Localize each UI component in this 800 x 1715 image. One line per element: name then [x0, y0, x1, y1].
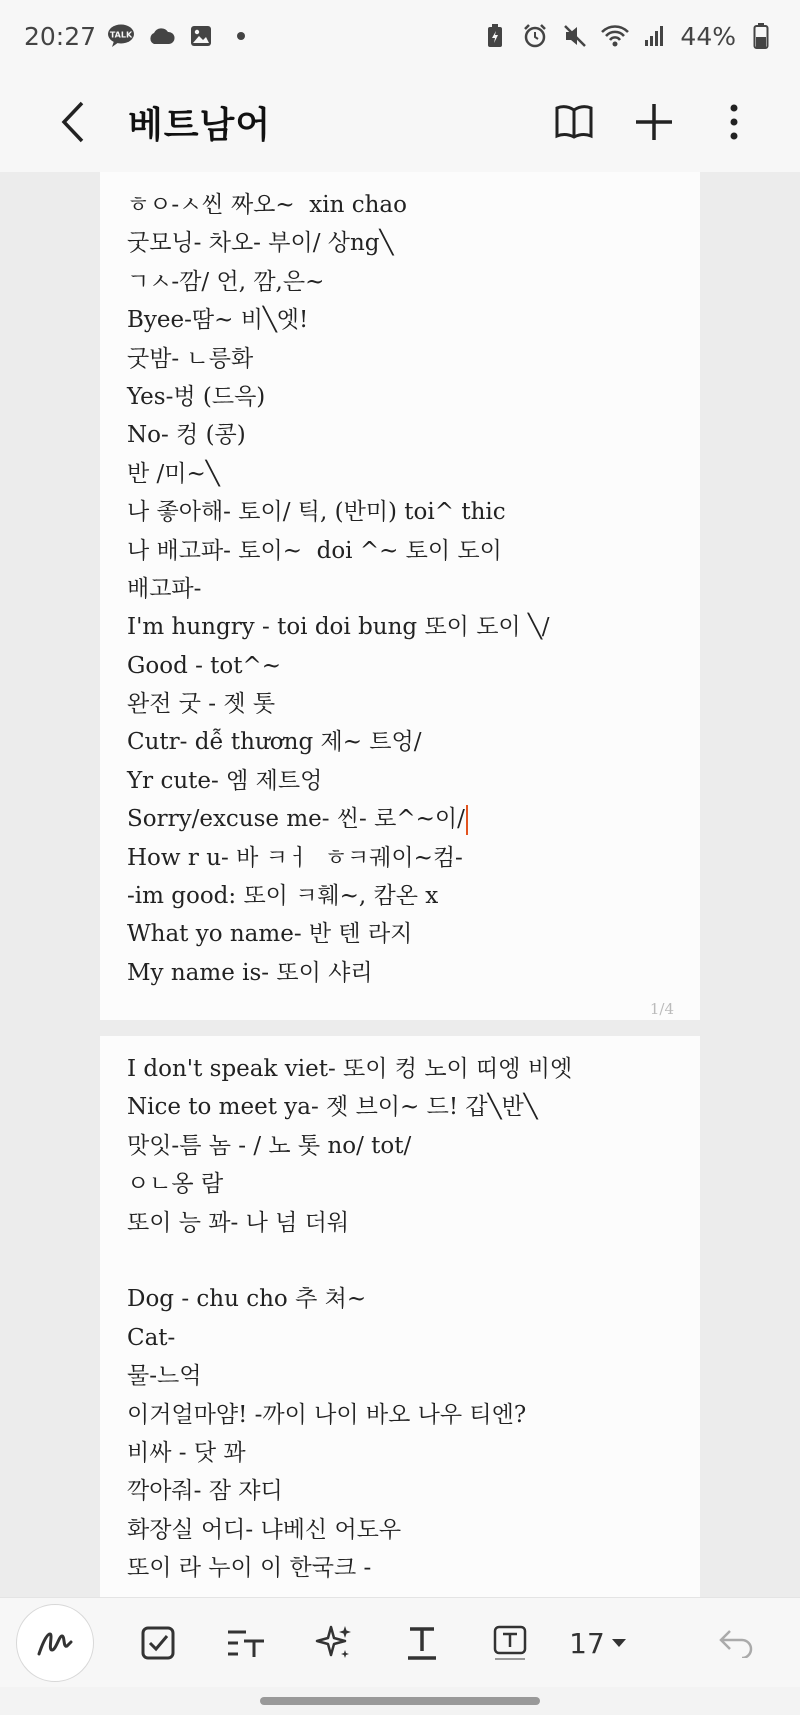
- note-line: No- 컹 (콩): [127, 422, 246, 449]
- note-page-1[interactable]: [100, 172, 700, 1020]
- back-arrow-icon: [58, 100, 88, 144]
- note-line: ㅎㅇ-ㅅ씬 짜오~ xin chao: [127, 192, 407, 218]
- underline-text-button[interactable]: [378, 1599, 466, 1687]
- talk-icon: [106, 21, 136, 51]
- header-actions: [534, 82, 774, 162]
- note-line: Byee-땀~ 비╲엣!: [127, 307, 309, 334]
- checkbox-button[interactable]: [114, 1599, 202, 1687]
- handwriting-pen-icon: [35, 1628, 75, 1658]
- note-line: 화장실 어디- 냐베신 어도우: [127, 1516, 402, 1543]
- book-icon: [554, 104, 594, 140]
- text-cursor: [466, 805, 468, 835]
- sparkle-icon: [314, 1623, 354, 1663]
- svg-text:TALK: TALK: [109, 30, 133, 40]
- dot-icon: [226, 21, 256, 51]
- note-page-2[interactable]: [100, 1036, 700, 1597]
- note-line-text: Sorry/excuse me- 씬- 로^~이/: [127, 806, 465, 833]
- dropdown-arrow-icon: [611, 1638, 627, 1648]
- note-line: I'm hungry - toi doi bung 또이 도이 ╲/: [127, 614, 550, 641]
- alarm-icon: [520, 21, 550, 51]
- more-vertical-icon: [729, 104, 739, 140]
- note-line: 깍아줘- 잠 쟈디: [127, 1478, 283, 1505]
- status-right: [480, 21, 776, 51]
- note-line: 완전 굿 - 젯 톳: [127, 691, 276, 718]
- status-bar: [0, 0, 800, 72]
- note-line: Good - tot^~: [127, 652, 282, 679]
- note-line: [127, 1242, 700, 1280]
- note-line: 또이 능 꽈- 나 넘 더워: [127, 1209, 350, 1236]
- note-line: 또이 라 누이 이 한국크 -: [127, 1555, 372, 1582]
- signal-icon: [640, 21, 670, 51]
- wifi-icon: [600, 21, 630, 51]
- text-format-button[interactable]: [202, 1599, 290, 1687]
- note-line: 맛잇-틈 놈 - / 노 톳 no/ tot/: [127, 1132, 412, 1159]
- note-line: ㄱㅅ-깜/ 언, 깜,은~: [127, 268, 325, 295]
- note-line-active[interactable]: [127, 800, 700, 838]
- note-line: 반 /미~╲: [127, 460, 220, 487]
- battery-icon: [746, 21, 776, 51]
- checkbox-icon: [140, 1625, 176, 1661]
- note-line: 비싸 - 닷 꽈: [127, 1439, 246, 1466]
- back-button[interactable]: [38, 87, 108, 157]
- note-line: 굿밤- ㄴ릉화: [127, 345, 254, 372]
- note-line: Nice to meet ya- 젯 브이~ 드! 갑╲반╲: [127, 1094, 538, 1121]
- text-box-button[interactable]: [466, 1599, 554, 1687]
- note-line: 나 좋아해- 토이/ 틱, (반미) toi^ thic: [127, 499, 506, 526]
- home-indicator[interactable]: [260, 1697, 540, 1705]
- ai-assist-button[interactable]: [290, 1599, 378, 1687]
- font-size-value: 17: [569, 1626, 605, 1660]
- text-format-icon: [226, 1627, 266, 1659]
- note-line: 굿모닝- 차오- 부이/ 상ng╲: [127, 230, 394, 257]
- plus-icon: [634, 102, 674, 142]
- note-title: 베트남어: [128, 104, 272, 146]
- pen-button[interactable]: [16, 1604, 94, 1682]
- cloud-icon: [146, 21, 176, 51]
- note-line: Cat-: [127, 1324, 176, 1351]
- note-line: 배고파-: [127, 575, 202, 602]
- font-size-button[interactable]: [554, 1599, 642, 1687]
- note-line: Cutr- dễ thương 제~ 트엉/: [127, 729, 422, 756]
- battery-saver-icon: [480, 21, 510, 51]
- undo-icon: [718, 1628, 754, 1658]
- text-underline-icon: [404, 1625, 440, 1661]
- mute-icon: [560, 21, 590, 51]
- status-left: [24, 21, 256, 51]
- add-button[interactable]: [614, 82, 694, 162]
- note-line: I don't speak viet- 또이 컹 노이 띠엥 비엣: [127, 1056, 573, 1082]
- undo-button[interactable]: [692, 1599, 780, 1687]
- note-line: Yr cute- 엠 제트엉: [127, 767, 323, 794]
- note-line: 나 배고파- 토이~ doi ^~ 토이 도이: [127, 537, 502, 564]
- gallery-icon: [186, 21, 216, 51]
- note-line: 이거얼마얌! -까이 나이 바오 나우 티엔?: [127, 1401, 527, 1428]
- page-number: 1/4: [649, 1000, 674, 1018]
- note-line: What yo name- 반 텐 라지: [127, 921, 413, 948]
- note-content[interactable]: [0, 172, 800, 1597]
- note-line: 물-느억: [127, 1363, 202, 1390]
- note-line: ㅇㄴ옹 람: [127, 1171, 224, 1198]
- note-line: Dog - chu cho 추 쳐~: [127, 1286, 367, 1313]
- text-box-icon: [492, 1624, 528, 1662]
- note-line: -im good: 또이 ㅋ훼~, 캄온 x: [127, 883, 439, 910]
- note-line: How r u- 바 ㅋㅓ ㅎㅋ궤이~컴-: [127, 844, 463, 871]
- note-line: Yes-벙 (드윽): [127, 383, 266, 410]
- app-header: [0, 72, 800, 172]
- battery-percent: 44%: [680, 21, 736, 51]
- reading-mode-button[interactable]: [534, 82, 614, 162]
- bottom-toolbar: [0, 1597, 800, 1688]
- system-nav-bar: [0, 1687, 800, 1715]
- more-options-button[interactable]: [694, 82, 774, 162]
- status-time: 20:27: [24, 21, 97, 51]
- note-line: My name is- 또이 샤리: [127, 959, 373, 986]
